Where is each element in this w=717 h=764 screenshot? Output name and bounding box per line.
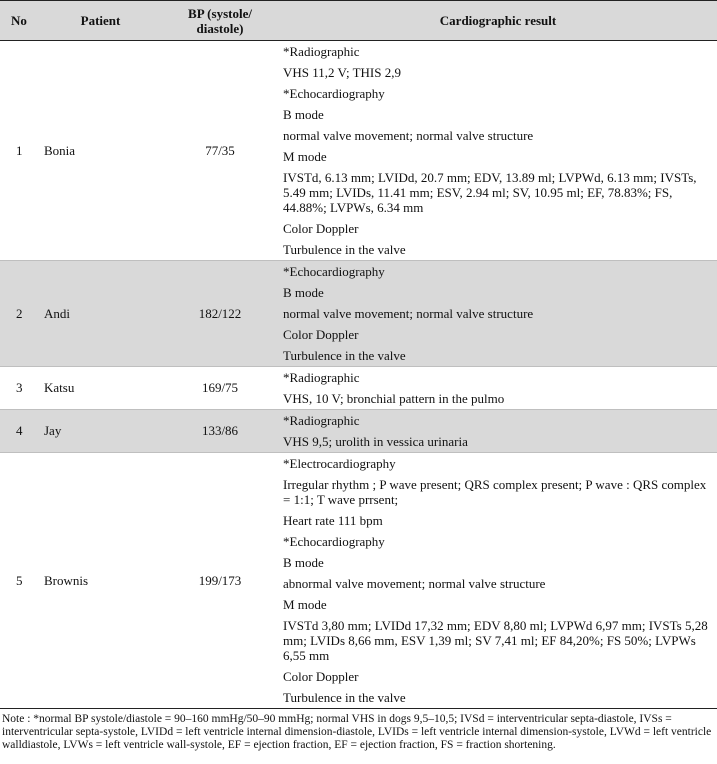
- row-no: 3: [0, 367, 40, 410]
- table-row: [0, 367, 717, 410]
- result-line: Color Doppler: [283, 327, 359, 342]
- result-line: VHS 11,2 V; THIS 2,9: [283, 65, 401, 80]
- result-line: Turbulence in the valve: [283, 348, 406, 363]
- result-line: IVSTd, 6.13 mm; LVIDd, 20.7 mm; EDV, 13.89 ml; LVPWd, 6.13 mm; IVSTs, 5.49 mm; LVIDs, 11.41 mm; ESV, 2.94 ml; SV, 10.95 ml; EF, 78.83%; FS, 44.88%; LVPWs, 6.34 mm: [283, 170, 697, 215]
- row-bp: 133/86: [161, 410, 279, 453]
- result-line: M mode: [283, 149, 327, 164]
- row-no: 2: [0, 261, 40, 367]
- result-line: Turbulence in the valve: [283, 242, 406, 257]
- row-patient: Bonia: [40, 41, 161, 261]
- row-bp: 182/122: [161, 261, 279, 367]
- row-result: [279, 367, 717, 410]
- result-line: M mode: [283, 597, 327, 612]
- result-line: Heart rate 111 bpm: [283, 513, 383, 528]
- row-bp: 169/75: [161, 367, 279, 410]
- row-result: [279, 261, 717, 367]
- table-row: [0, 410, 717, 453]
- row-bp: 199/173: [161, 453, 279, 709]
- result-line: *Echocardiography: [283, 534, 385, 549]
- result-line: Color Doppler: [283, 221, 359, 236]
- result-line: *Electrocardiography: [283, 456, 396, 471]
- table-row: [0, 453, 717, 709]
- header-bp: BP (systole/ diastole): [161, 1, 279, 41]
- row-result: [279, 453, 717, 709]
- result-line: *Radiographic: [283, 370, 360, 385]
- row-no: 1: [0, 41, 40, 261]
- result-line: *Radiographic: [283, 44, 360, 59]
- header-patient: Patient: [40, 1, 161, 41]
- result-line: B mode: [283, 107, 324, 122]
- result-line: VHS 9,5; urolith in vessica urinaria: [283, 434, 468, 449]
- header-no: No: [0, 1, 40, 41]
- row-no: 4: [0, 410, 40, 453]
- table-row: [0, 261, 717, 367]
- result-line: IVSTd 3,80 mm; LVIDd 17,32 mm; EDV 8,80 ml; LVPWd 6,97 mm; IVSTs 5,28 mm; LVIDs 8,66 mm, ESV 1,39 ml; SV 7,41 ml; EF 84,20%; FS 50%; LVPWs 6,55 mm: [283, 618, 708, 663]
- result-line: normal valve movement; normal valve structure: [283, 306, 534, 321]
- header-result: Cardiographic result: [279, 1, 717, 41]
- row-no: 5: [0, 453, 40, 709]
- result-line: B mode: [283, 555, 324, 570]
- row-patient: Jay: [40, 410, 161, 453]
- result-line: VHS, 10 V; bronchial pattern in the pulmo: [283, 391, 505, 406]
- result-line: *Echocardiography: [283, 264, 385, 279]
- row-patient: Katsu: [40, 367, 161, 410]
- table-header-row: [0, 1, 717, 41]
- row-bp: 77/35: [161, 41, 279, 261]
- table-row: [0, 41, 717, 261]
- result-line: Color Doppler: [283, 669, 359, 684]
- result-line: B mode: [283, 285, 324, 300]
- row-result: [279, 410, 717, 453]
- result-line: Turbulence in the valve: [283, 690, 406, 705]
- table-footnote: Note : *normal BP systole/diastole = 90–160 mmHg/50–90 mmHg; normal VHS in dogs 9,5–10,5; IVSd = interventricular septa-diastole, IVSs = interventricular septa-systole, LVIDd = left ventricle internal dimension-diastole, LVIDs = left ventricle internal dimension-systole, LVWd = left ventricle walldiastole, LVWs = left ventricle wall-systole, EF = ejection fraction, EF = ejection fraction, FS = fraction shortening.: [2, 713, 712, 751]
- result-line: *Echocardiography: [283, 86, 385, 101]
- row-patient: Andi: [40, 261, 161, 367]
- result-line: normal valve movement; normal valve structure: [283, 128, 534, 143]
- row-patient: Brownis: [40, 453, 161, 709]
- result-line: Irregular rhythm ; P wave present; QRS complex present; P wave : QRS complex = 1:1; T wave prrsent;: [283, 477, 707, 507]
- result-line: *Radiographic: [283, 413, 360, 428]
- row-result: [279, 41, 717, 261]
- result-line: abnormal valve movement; normal valve structure: [283, 576, 546, 591]
